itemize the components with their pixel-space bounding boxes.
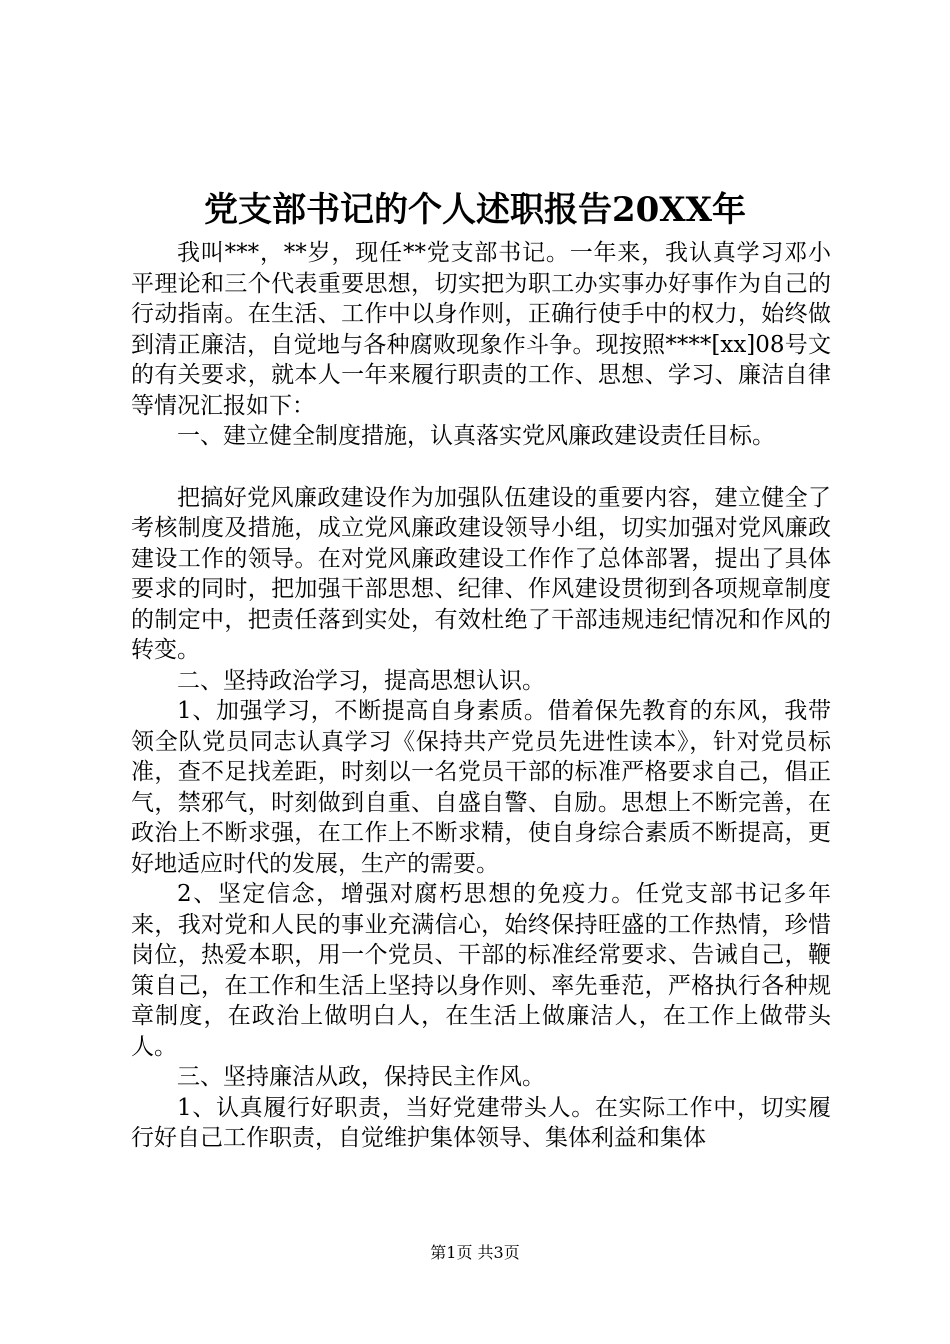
page-number-footer: 第1页 共3页 — [430, 1243, 520, 1262]
paragraph-section-3-item-1: 1、认真履行好职责，当好党建带头人。在实际工作中，切实履行好自己工作职责，自觉维护集体领导、集体利益和集体 — [131, 1094, 831, 1151]
paragraph-section-1: 把搞好党风廉政建设作为加强队伍建设的重要内容，建立健全了考核制度及措施，成立党风廉政建设领导小组，切实加强对党风廉政建设工作的领导。在对党风廉政建设工作作了总体部署，提出了具体要求的同时，把加强干部思想、纪律、作风建设贯彻到各项规章制度的制定中，把责任落到实处，有效杜绝了干部违规违纪情况和作风的转变。 — [131, 484, 831, 663]
paragraph-intro: 我叫***，**岁，现任**党支部书记。一年来，我认真学习邓小平理论和三个代表重要思想，切实把为职工办实事办好事作为自己的行动指南。在生活、工作中以身作则，正确行使手中的权力，始终做到清正廉洁，自觉地与各种腐败现象作斗争。现按照****[xx]08号文的有关要求，就本人一年来履行职责的工作、思想、学习、廉洁自律等情况汇报如下： — [131, 240, 831, 419]
document-body — [131, 238, 831, 1154]
paragraph-section-2-item-2: 2、坚定信念，增强对腐朽思想的免疫力。任党支部书记多年来，我对党和人民的事业充满信心，始终保持旺盛的工作热情，珍惜岗位，热爱本职，用一个党员、干部的标准经常要求、告诫自己，鞭策自己，在工作和生活上坚持以身作则、率先垂范，严格执行各种规章制度，在政治上做明白人，在生活上做廉洁人，在工作上做带头人。 — [131, 881, 831, 1060]
page-title: 党支部书记的个人述职报告20XX年 — [203, 190, 747, 230]
heading-section-1: 一、建立健全制度措施，认真落实党风廉政建设责任目标。 — [177, 423, 775, 449]
paragraph-section-2-item-1: 1、加强学习，不断提高自身素质。借着保先教育的东风，我带领全队党员同志认真学习《保持共产党员先进性读本》，针对党员标准，查不足找差距，时刻以一名党员干部的标准严格要求自己，倡正气，禁邪气，时刻做到自重、自盛自警、自励。思想上不断完善，在政治上不断求强，在工作上不断求精，使自身综合素质不断提高，更好地适应时代的发展，生产的需要。 — [131, 698, 831, 877]
heading-section-2: 二、坚持政治学习，提高思想认识。 — [177, 667, 545, 694]
heading-section-3: 三、坚持廉洁从政，保持民主作风。 — [177, 1064, 545, 1090]
